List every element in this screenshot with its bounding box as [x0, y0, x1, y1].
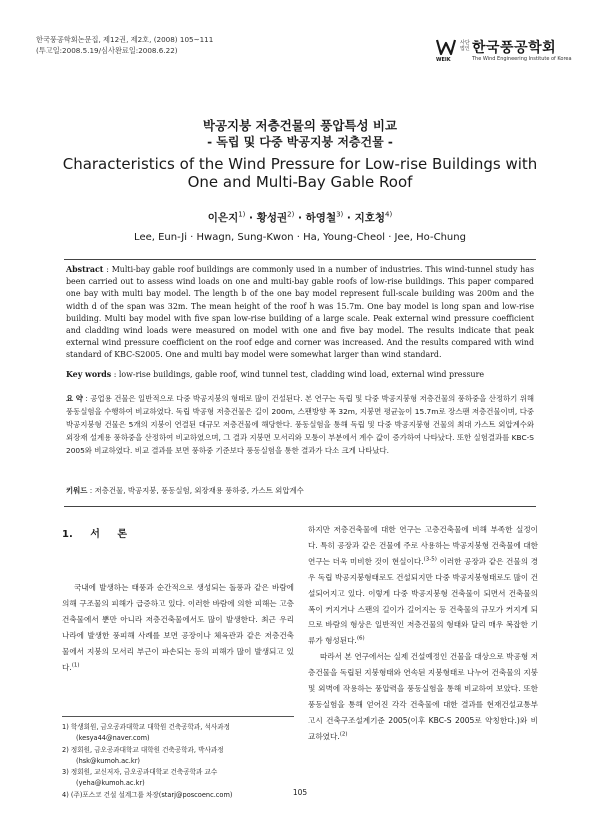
- journal-header: [36, 34, 213, 56]
- logo-abbr: WEIK: [436, 57, 451, 63]
- section-heading: 1. 서 론: [62, 529, 128, 540]
- abstract-text: : Multi-bay gable roof buildings are commonly used in a number of industries. This wind-tunnel study has been carried out to assess wind loads on one and multi-bay gable roofs of low-rise buildings. This paper compared one bay with multi bay model. The length b of the one bay model represent full-scale building was 200m and the width d of the span was 32m. The mean height of the roof h was 15.7m. One bay model is long span and low-rise building. Multi bay model with five span low-rise building of a large scale. Peak external wind pressure coefficient and cladding wind loads were measured on model with one and five bay model. The results indicate that peak external wind pressure coefficient on the roof edge and corner was increased. And the results compared with wind standard of KBC-S2005. One and multi bay model were somewhat larger than wind standard.: [66, 265, 534, 360]
- submission-dates: (투고일:2008.5.19/심사완료일:2008.6.22): [36, 46, 178, 55]
- authors-english: Lee, Eun-Ji · Hwagn, Sung-Kwon · Ha, Young-Cheol · Jee, Ho-Chung: [134, 232, 466, 243]
- korean-keywords: [66, 485, 534, 497]
- author-name: 이은지: [207, 212, 239, 224]
- footnote-number: 4): [62, 790, 69, 799]
- paragraph-text: 따라서 본 연구에서는 실제 건설예정인 건물을 대상으로 박공형 저층건물을 독립된 지붕형태와 연속된 지붕형태로 나누어 건축물의 지붕 및 외벽에 작용하는 풍압력을 풍동실험을 통해 비교하여 보았다. 또한 풍동실험을 통해 얻어진 각각 건축물에 대한 결과를 현재건설교통부 고시 건축구조설계기준 2005(이후 KBC-S 2005로 약칭한다.)와 비교하였다.: [308, 652, 538, 741]
- summary-text: : 공업용 건물은 일반적으로 다중 박공지붕의 형태로 많이 건설된다. 본 연구는 독립 및 다중 박공지붕형 저층건물의 풍하중을 산정하기 위해 풍동실험을 수행하여 비교하였다. 독립 박공형 저층건물은 길이 200m, 스팬방향 폭 32m, 지붕면 평균높이 15.7m로 장스팬 저층건물이며, 다중 박공지붕형 건물은 5개의 지붕이 연결된 대규모 저층건물에 해당한다. 풍동실험을 통해 독립 및 다중 박공지붕형 건물의 최대 가스트 외압계수와 외장재 설계용 풍하중을 산정하여 비교하였으며, 그 결과 지붕면 모서리와 모퉁이 부분에서 계수 값이 증가하여 나타났다. 또한 실험결과를 KBC-S 2005와 비교하였다. 비교 결과를 보면 풍하중 기준보다 풍동실험을 통한 결과가 다소 크게 나타났다.: [66, 394, 535, 455]
- footnote-email: (hsk@kumoh.ac.kr): [76, 756, 140, 765]
- author-mark: 1): [238, 210, 246, 219]
- korean-keywords-label: 키워드: [66, 486, 88, 495]
- paragraph-text: 국내에 발생하는 태풍과 순간적으로 생성되는 돌풍과 같은 바람에 의해 구조물의 피해가 급증하고 있다. 이러한 바람에 의한 피해는 고층건축물에서 뿐만 아니라 저층건축물에서도 많이 발생한다. 최근 우리나라에 발생한 풍피해 사례를 보면 공장이나 체육관과 같은 저층건축물에서 지붕의 모서리 부근이 파손되는 등의 피해가 많이 발생되고 있다.: [62, 583, 294, 672]
- abstract-bottom-rule: [64, 506, 536, 507]
- keywords: [66, 369, 534, 381]
- reference-mark: (2): [339, 731, 348, 738]
- korean-summary: [66, 392, 534, 457]
- paragraph: [62, 580, 294, 675]
- author-separator: ·: [343, 212, 355, 224]
- author-name: 지호청: [354, 212, 386, 224]
- footnote-text: 학생회원, 금오공과대학교 대학원 건축공학과, 석사과정: [70, 723, 230, 731]
- keywords-label: Key words: [66, 370, 112, 379]
- paragraph-text: 하지만 저층건축물에 대한 연구는 고층건축물에 비해 부족한 실정이다. 특히 공장과 같은 건물에 주로 사용하는 박공지붕형 건축물에 대한 연구는 더욱 미비한 것이 현실이다.: [308, 525, 538, 566]
- author-separator: ·: [294, 212, 306, 224]
- reference-mark: (3-5): [423, 556, 437, 563]
- society-logo: [436, 36, 572, 66]
- paragraph-text: 이러한 공장과 같은 건물의 경우 독립 박공지붕형태로도 건설되지만 다중 박공지붕형태로도 많이 건설되어지고 있다. 이렇게 다중 박공지붕형 건축물이 되면서 건축물의 폭이 커지거나 스팬의 길이가 길어지는 등 건축물의 규모가 커지게 되므로 바람의 형상은 일반적인 저층건물의 형태와 달리 매우 복잡한 기류가 형성된다.: [308, 556, 538, 646]
- title-english-line2: One and Multi-Bay Gable Roof: [187, 173, 413, 191]
- footnote-text: 정회원, 금오공과대학교 대학원 건축공학과, 박사과정: [70, 745, 224, 754]
- abstract-label: Abstract: [66, 265, 104, 274]
- korean-keywords-text: : 저층건물, 박공지붕, 풍동실험, 외장재용 풍하중, 가스트 외압계수: [89, 486, 304, 495]
- footnote: [62, 767, 298, 778]
- author-mark: 4): [385, 210, 393, 219]
- author-name: 하영철: [305, 212, 337, 224]
- abstract: [66, 264, 534, 362]
- weik-logo-icon: [436, 38, 456, 56]
- reference-mark: (6): [356, 635, 365, 642]
- footnote-email: (kesya44@naver.com): [76, 734, 150, 743]
- authors-korean: [0, 210, 600, 225]
- footnote-number: 2): [62, 745, 69, 754]
- keywords-text: : low-rise buildings, gable roof, wind tunnel test, cladding wind load, external wind pressure: [113, 370, 485, 379]
- author-mark: 3): [336, 210, 344, 219]
- author-name: 황성권: [256, 212, 288, 224]
- society-english-name: The Wind Engineering Institute of Korea: [472, 56, 572, 62]
- title-english-line1: Characteristics of the Wind Pressure for Low-rise Buildings with: [62, 155, 538, 173]
- footnote-rule: [62, 716, 294, 717]
- right-column-text: [308, 522, 538, 745]
- paper-subtitle-korean: - 독립 및 다중 박공지붕 저층건물 -: [207, 135, 393, 149]
- left-column-text: [62, 580, 294, 675]
- footnote-text: (주)포스코 건설 설계그룹 차장(starj@poscoenc.com): [70, 790, 233, 799]
- author-separator: ·: [245, 212, 257, 224]
- abstract-top-rule: [64, 259, 536, 260]
- footnote: [62, 745, 298, 756]
- footnote-number: 1): [62, 723, 69, 731]
- footnote-text: 정회원, 교신저자, 금오공과대학교 건축공학과 교수: [70, 768, 218, 777]
- footnote: [62, 722, 298, 733]
- paragraph: [308, 649, 538, 744]
- paragraph: [308, 522, 538, 649]
- logo-small-label: 사단법인: [460, 40, 470, 52]
- journal-citation: 한국풍공학회논문집, 제12권, 제2호, (2008) 105~111: [36, 35, 214, 44]
- society-name: 한국풍공학회: [472, 40, 557, 56]
- footnote-number: 3): [62, 768, 69, 777]
- author-mark: 2): [287, 210, 295, 219]
- page-number: 105: [292, 788, 308, 797]
- paper-title-korean: 박공지붕 저층건물의 풍압특성 비교: [202, 118, 398, 133]
- summary-label: 요 약: [66, 394, 83, 403]
- paper-title-english: [0, 155, 600, 191]
- footnote-email: (yeha@kumoh.ac.kr): [76, 779, 145, 788]
- reference-mark: (1): [71, 662, 80, 668]
